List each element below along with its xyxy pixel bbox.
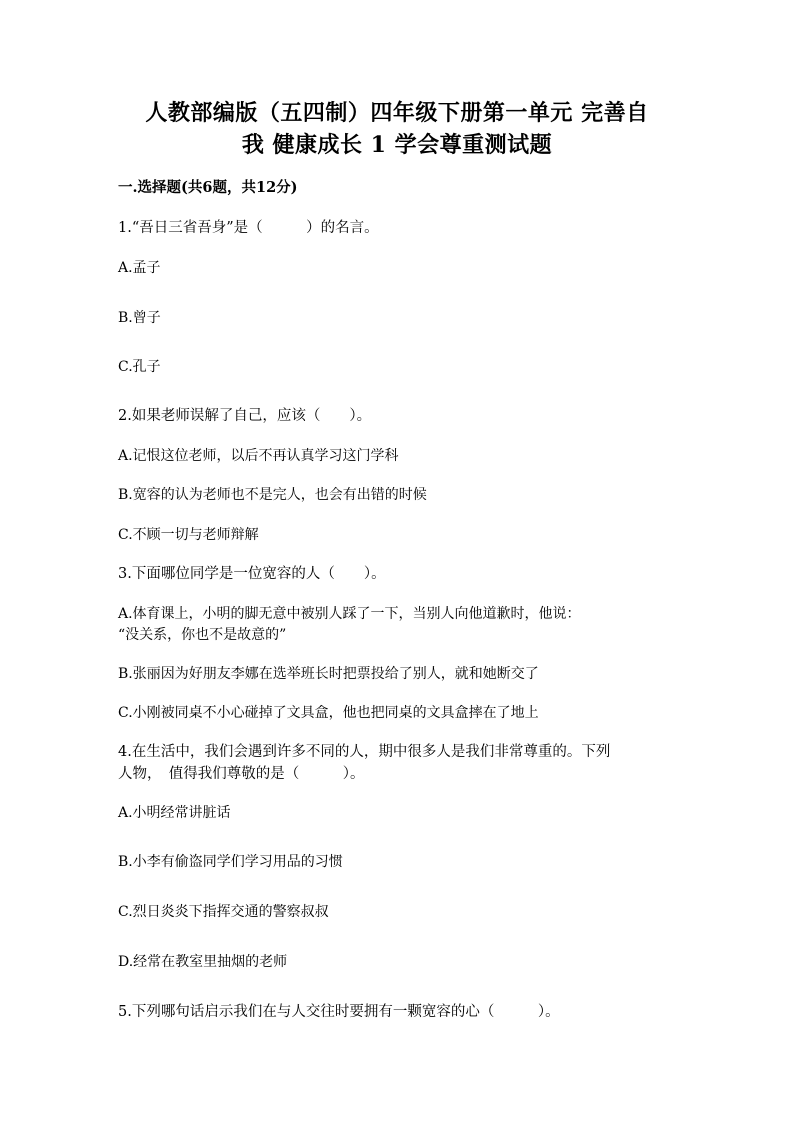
question-3-stem: 3.下面哪位同学是一位宽容的人（ ）。 <box>118 566 386 582</box>
question-1-option-c: C.孔子 <box>118 359 161 375</box>
question-4-option-a: A.小明经常讲脏话 <box>118 805 231 821</box>
question-2-option-c: C.不顾一切与老师辩解 <box>118 527 259 543</box>
question-3-option-b: B.张丽因为好朋友李娜在选举班长时把票投给了别人，就和她断交了 <box>118 666 539 682</box>
question-1-option-a: A.孟子 <box>118 260 161 276</box>
question-3-option-a-line-2: “没关系，你也不是故意的” <box>118 627 287 643</box>
question-4-stem-line-2: 人物， 值得我们尊敬的是（ ）。 <box>118 766 365 782</box>
question-4-option-d: D.经常在教室里抽烟的老师 <box>118 954 288 970</box>
question-4-option-b: B.小李有偷盗同学们学习用品的习惯 <box>118 854 343 870</box>
document-title-line-1: 人教部编版（五四制）四年级下册第一单元 完善自 <box>145 100 649 126</box>
question-1-option-b: B.曾子 <box>118 310 161 326</box>
question-5-stem: 5.下列哪句话启示我们在与人交往时要拥有一颗宽容的心（ ）。 <box>118 1004 560 1020</box>
question-3-option-c: C.小刚被同桌不小心碰掉了文具盒，他也把同桌的文具盒摔在了地上 <box>118 705 539 721</box>
section-heading: 一.选择题(共6题，共12分) <box>118 179 298 196</box>
question-1-stem: 1.“吾日三省吾身”是（ ）的名言。 <box>118 220 379 236</box>
question-3-option-a-line-1: A.体育课上，小明的脚无意中被别人踩了一下，当别人向他道歉时，他说： <box>118 606 581 622</box>
question-4-stem-line-1: 4.在生活中，我们会遇到许多不同的人，期中很多人是我们非常尊重的。下列 <box>118 744 611 760</box>
question-2-stem: 2.如果老师误解了自己，应该（ ）。 <box>118 408 372 424</box>
question-4-option-c: C.烈日炎炎下指挥交通的警察叔叔 <box>118 904 329 920</box>
question-2-option-a: A.记恨这位老师，以后不再认真学习这门学科 <box>118 448 399 464</box>
document-title-line-2: 我 健康成长 1 学会尊重测试题 <box>241 132 553 158</box>
question-2-option-b: B.宽容的认为老师也不是完人，也会有出错的时候 <box>118 487 427 503</box>
